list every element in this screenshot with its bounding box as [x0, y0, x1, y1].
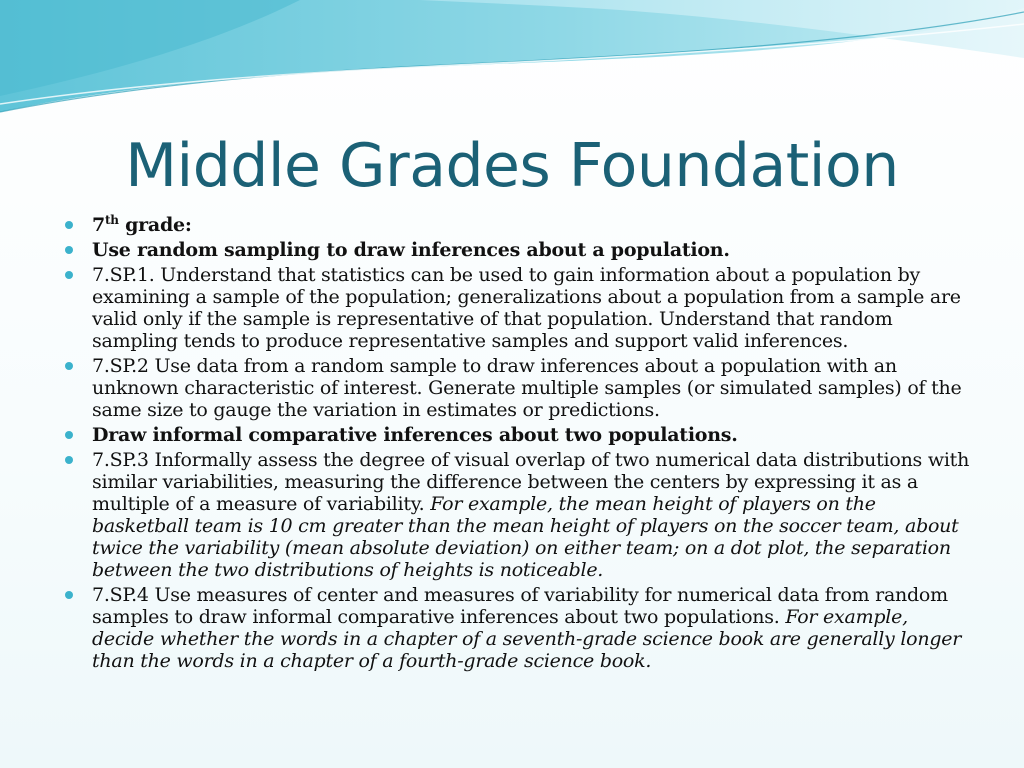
- list-item: [64, 424, 974, 446]
- example-text: For example, the mean height of players on the basketball team is 10 cm greater than the mean height of players on the soccer team, about twice the variability (mean absolute deviation) on either team; on a dot plot, the separation between the two distributions of heights is noticeable.: [92, 493, 959, 581]
- header-wave-decoration: [0, 0, 1024, 130]
- bullet-icon: [65, 362, 73, 370]
- list-item: [64, 355, 974, 421]
- grade-heading: [92, 214, 192, 236]
- grade-suffix: th: [104, 213, 119, 227]
- standard-text: 7.SP.4 Use measures of center and measures of variability for numerical data from random samples to draw informal comparative inferences about two populations.: [92, 584, 948, 628]
- standard-text: 7.SP.3 Informally assess the degree of visual overlap of two numerical data distributions with similar variabilities, measuring the difference between the centers by expressing it as a multiple of a measure of variability.: [92, 449, 970, 515]
- cluster-heading: Use random sampling to draw inferences about a population.: [92, 239, 730, 261]
- bullet-icon: [65, 271, 73, 279]
- bullet-icon: [65, 221, 73, 229]
- slide-title: Middle Grades Foundation: [125, 131, 899, 201]
- list-item: [64, 449, 974, 581]
- grade-number: 7: [92, 214, 105, 236]
- standard-text: 7.SP.1. Understand that statistics can be used to gain information about a population by examining a sample of the population; generalizations about a population from a sample are valid only if the sample is representative of that population. Understand that random sampling tends to produce representative samples and support valid inferences.: [92, 264, 961, 352]
- bullet-icon: [65, 591, 73, 599]
- list-item: [64, 264, 974, 352]
- list-item: [64, 239, 974, 261]
- bullet-icon: [65, 456, 73, 464]
- bullet-list: [64, 214, 974, 675]
- bullet-icon: [65, 431, 73, 439]
- list-item: [64, 584, 974, 672]
- list-item: [64, 214, 974, 236]
- grade-label: grade:: [118, 214, 192, 236]
- cluster-heading: Draw informal comparative inferences about two populations.: [92, 424, 738, 446]
- example-text: For example, decide whether the words in a chapter of a seventh-grade science book are generally longer than the words in a chapter of a fourth-grade science book.: [92, 606, 962, 672]
- standard-text: 7.SP.2 Use data from a random sample to draw inferences about a population with an unknown characteristic of interest. Generate multiple samples (or simulated samples) of the same size to gauge the variation in estimates or predictions.: [92, 355, 962, 421]
- bullet-icon: [65, 246, 73, 254]
